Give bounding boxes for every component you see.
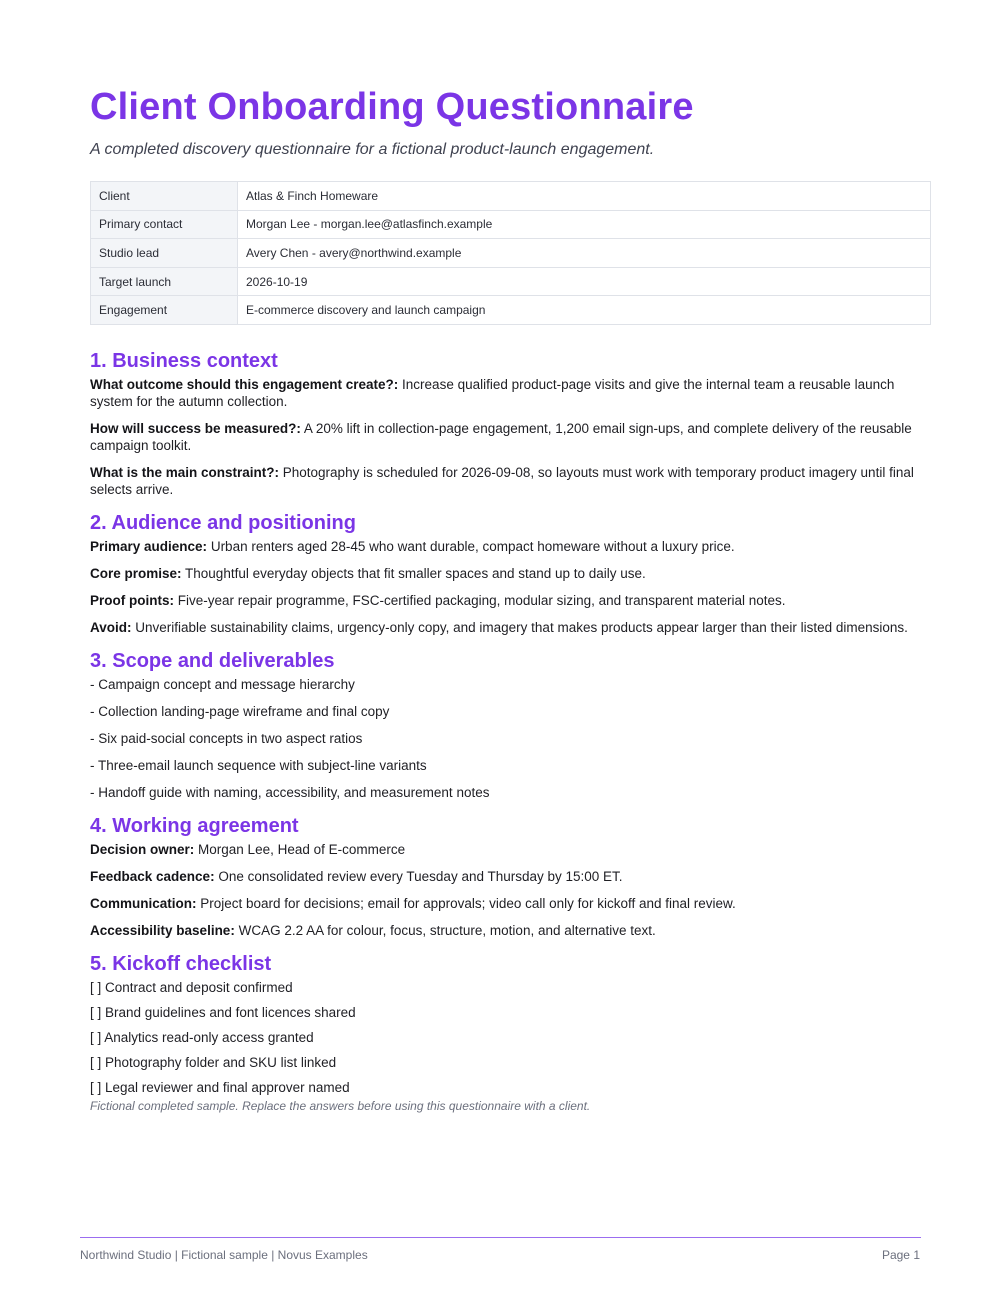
question-label: Proof points: [90,593,174,608]
answer-text: Thoughtful everyday objects that fit smaller spaces and stand up to daily use. [181,566,646,581]
list-item: - Handoff guide with naming, accessibility, and measurement notes [90,785,490,800]
table-row [91,267,931,296]
section-heading: 2. Audience and positioning [90,512,356,534]
answer-text: Urban renters aged 28-45 who want durable, compact homeware without a luxury price. [207,539,735,554]
section-audience-positioning [90,508,931,636]
primary-contact-label: Primary contact [91,210,238,239]
question-answer [90,376,931,410]
section-kickoff-checklist [90,949,931,1113]
question-label: Communication: [90,896,197,911]
list-item: - Three-email launch sequence with subject-line variants [90,758,427,773]
section-scope-deliverables [90,646,931,801]
question-label: Decision owner: [90,842,195,857]
answer-text: Unverifiable sustainability claims, urgency-only copy, and imagery that makes products appear larger than their listed dimensions. [131,620,908,635]
section-heading: 4. Working agreement [90,815,299,837]
footer-divider [80,1237,921,1238]
page-subtitle: A completed discovery questionnaire for a fictional product-launch engagement. [90,141,655,158]
checklist-item: [ ] Brand guidelines and font licences shared [90,1005,356,1020]
question-label: What is the main constraint?: [90,465,280,480]
question-answer [90,464,931,498]
section-business-context [90,346,931,498]
checklist-item: [ ] Legal reviewer and final approver named [90,1080,350,1095]
question-answer [90,868,931,885]
table-row [91,239,931,268]
target-launch-label: Target launch [91,267,238,296]
list-item: - Collection landing-page wireframe and final copy [90,704,390,719]
checklist-item: [ ] Analytics read-only access granted [90,1030,314,1045]
table-row [91,182,931,211]
question-label: Accessibility baseline: [90,923,235,938]
footer-text: Northwind Studio | Fictional sample | Novus Examples [80,1248,368,1262]
checklist-item: [ ] Contract and deposit confirmed [90,980,293,995]
studio-lead-label: Studio lead [91,239,238,268]
section-heading: 3. Scope and deliverables [90,650,335,672]
section-heading: 5. Kickoff checklist [90,953,272,975]
section-heading: 1. Business context [90,350,278,372]
client-info-table [90,181,931,325]
question-label: What outcome should this engagement create?: [90,377,399,392]
question-label: Core promise: [90,566,182,581]
answer-text: Increase qualified product-page visits and give the internal team a reusable launch system for the autumn collection. [90,377,895,409]
answer-text: WCAG 2.2 AA for colour, focus, structure, motion, and alternative text. [234,923,656,938]
question-answer [90,895,931,912]
table-row [91,210,931,239]
question-label: Avoid: [90,620,132,635]
question-answer [90,841,931,858]
answer-text: Five-year repair programme, FSC-certified packaging, modular sizing, and transparent material notes. [174,593,786,608]
studio-lead-value: Avery Chen - avery@northwind.example [238,239,931,268]
question-answer [90,420,931,454]
primary-contact-value: Morgan Lee - morgan.lee@atlasfinch.example [238,210,931,239]
question-answer [90,922,931,939]
question-label: Feedback cadence: [90,869,215,884]
answer-text: One consolidated review every Tuesday and Thursday by 15:00 ET. [214,869,623,884]
question-answer [90,592,931,609]
section-working-agreement [90,811,931,939]
question-label: How will success be measured?: [90,421,301,436]
answer-text: Project board for decisions; email for approvals; video call only for kickoff and final review. [196,896,736,911]
client-label: Client [91,182,238,211]
engagement-label: Engagement [91,296,238,325]
checklist-item: [ ] Photography folder and SKU list linked [90,1055,337,1070]
page-number: Page 1 [881,1248,920,1262]
sample-note: Fictional completed sample. Replace the answers before using this questionnaire with a client. [90,1099,591,1113]
question-answer [90,538,931,555]
client-value: Atlas & Finch Homeware [238,182,931,211]
question-answer [90,565,931,582]
answer-text: A 20% lift in collection-page engagement, 1,200 email sign-ups, and complete delivery of the reusable campaign toolkit. [90,421,912,453]
questionnaire-content [90,346,931,1115]
table-row [91,296,931,325]
question-label: Primary audience: [90,539,208,554]
list-item: - Six paid-social concepts in two aspect ratios [90,731,363,746]
page-title: Client Onboarding Questionnaire [90,86,694,128]
answer-text: Photography is scheduled for 2026-09-08, so layouts must work with temporary product imagery until final selects arrive. [90,465,914,497]
engagement-value: E-commerce discovery and launch campaign [238,296,931,325]
question-answer [90,619,931,636]
list-item: - Campaign concept and message hierarchy [90,677,355,692]
answer-text: Morgan Lee, Head of E-commerce [194,842,406,857]
target-launch-value: 2026-10-19 [238,267,931,296]
